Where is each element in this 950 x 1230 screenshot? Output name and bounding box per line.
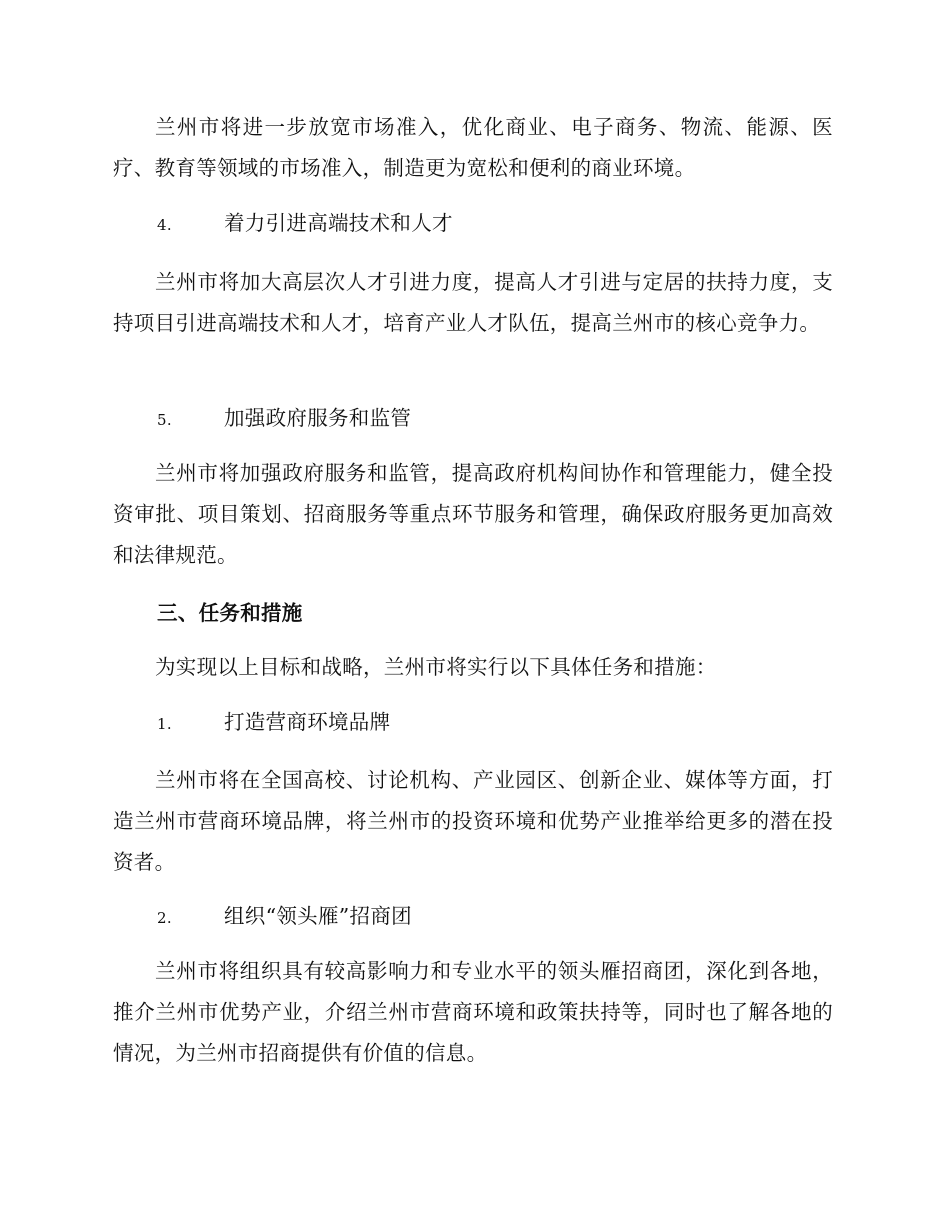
list-number: 5. <box>157 411 172 429</box>
paragraph-investment-team: 兰州市将组织具有较高影响力和专业水平的领头雁招商团，深化到各地，推介兰州市优势产业，介绍兰州市营商环境和政策扶持等，同时也了解各地的情况，为兰州市招商提供有价值的信息。 <box>113 959 833 1065</box>
section-heading: 三、任务和措施 <box>157 601 303 625</box>
list-number: 4. <box>157 216 172 234</box>
list-item-text: 着力引进高端技术和人才 <box>224 211 453 235</box>
list-item-5 <box>157 398 411 441</box>
list-item-2 <box>157 896 412 939</box>
paragraph-intro: 为实现以上目标和战略，兰州市将实行以下具体任务和措施： <box>155 655 717 679</box>
list-item-text: 组织“领头雁”招商团 <box>224 904 412 928</box>
list-item-text: 打造营商环境品牌 <box>224 710 391 734</box>
list-item-1 <box>157 702 390 745</box>
list-item-text: 加强政府服务和监管 <box>224 406 412 430</box>
paragraph-government-service: 兰州市将加强政府服务和监管，提高政府机构间协作和管理能力，健全投资审批、项目策划、招商服务等重点环节服务和管理，确保政府服务更加高效和法律规范。 <box>113 461 833 567</box>
list-item-4 <box>157 203 453 246</box>
list-number: 2. <box>157 909 172 927</box>
list-number: 1. <box>157 715 172 733</box>
paragraph-brand: 兰州市将在全国高校、讨论机构、产业园区、创新企业、媒体等方面，打造兰州市营商环境品牌，将兰州市的投资环境和优势产业推举给更多的潜在投资者。 <box>113 768 833 874</box>
paragraph-talent: 兰州市将加大高层次人才引进力度，提高人才引进与定居的扶持力度，支持项目引进高端技术和人才，培育产业人才队伍，提高兰州市的核心竞争力。 <box>113 270 833 335</box>
paragraph-market-access: 兰州市将进一步放宽市场准入，优化商业、电子商务、物流、能源、医疗、教育等领域的市场准入，制造更为宽松和便利的商业环境。 <box>113 115 833 180</box>
